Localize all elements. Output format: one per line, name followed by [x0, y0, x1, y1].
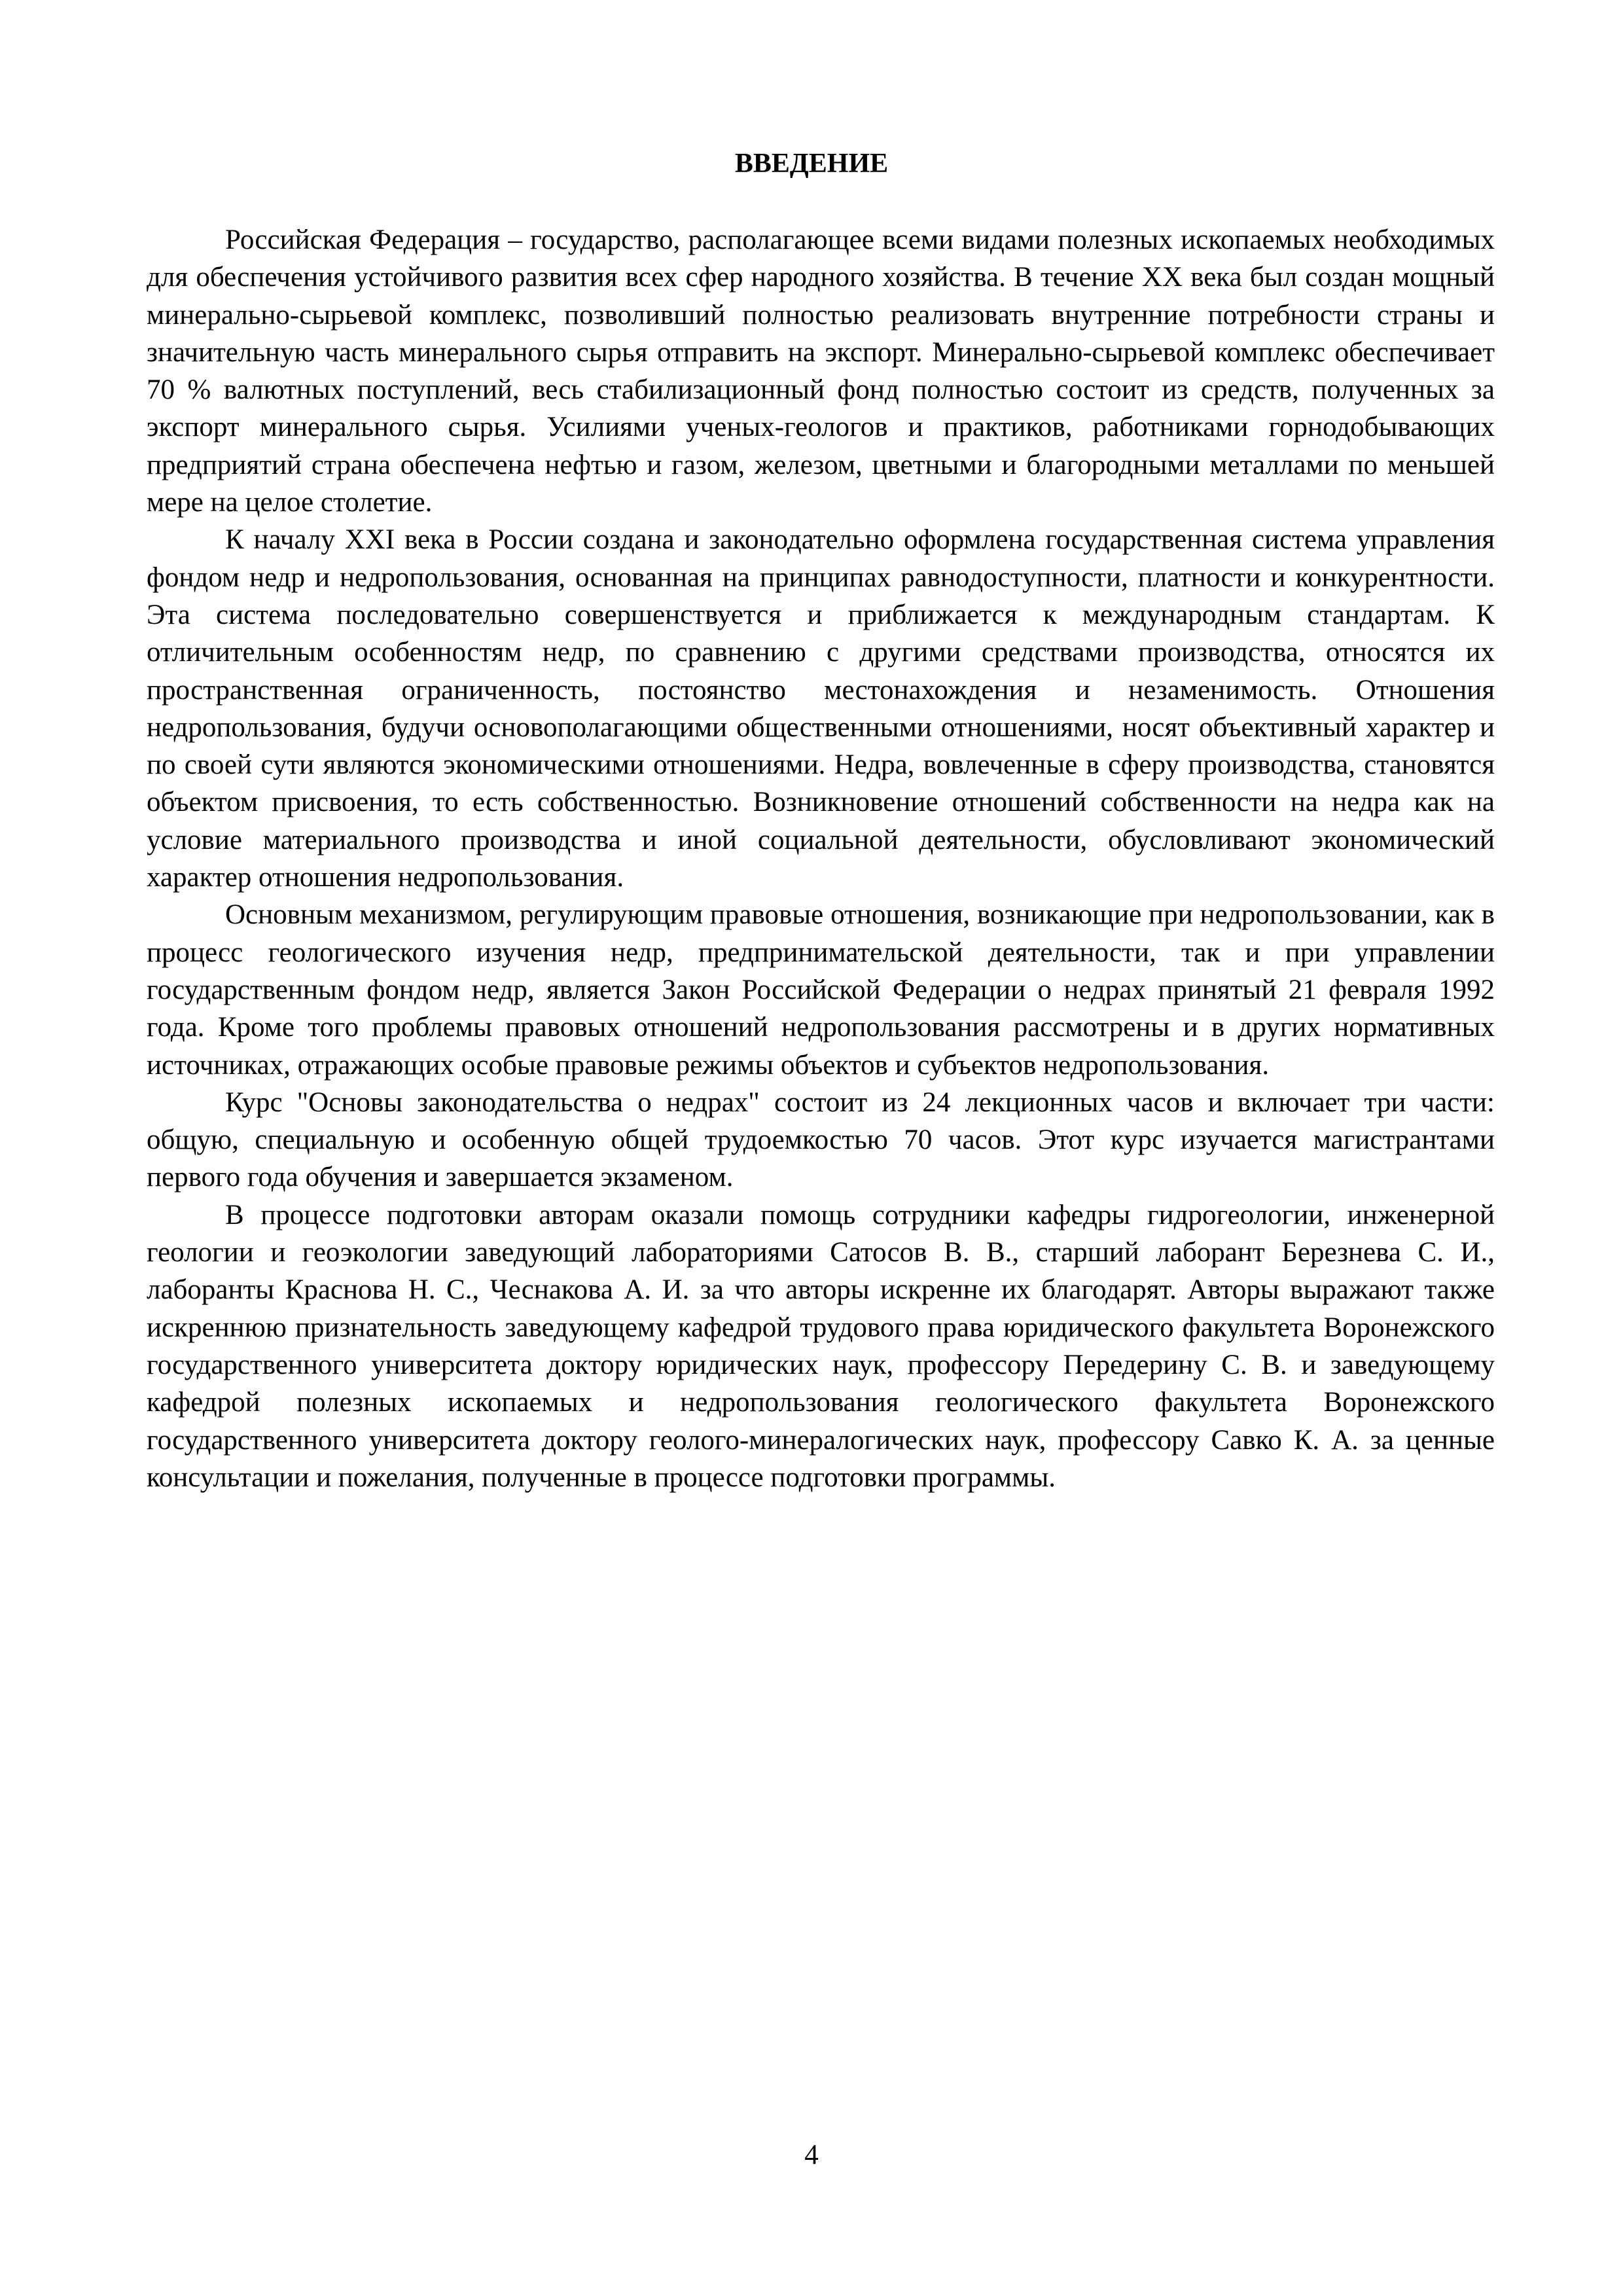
paragraph-2: К началу XXI века в России создана и законодательно оформлена государственная система управления фондом недр и недропользования, основанная на принципах равнодоступности, платности и конкурентности. Эта система последовательно совершенствуется и приближается к международным стандартам. К отличительным особенностям недр, по сравнению с другими средствами производства, относятся их пространственная ограниченность, постоянство местонахождения и незаменимость. Отношения недропользования, будучи основополагающими общественными отношениями, носят объективный характер и по своей сути являются экономическими отношениями. Недра, вовлеченные в сферу производства, становятся объектом присвоения, то есть собственностью. Возникновение отношений собственности на недра как на условие материального производства и иной социальной деятельности, обусловливают экономический характер отношения недропользования. — [147, 524, 1495, 893]
paragraph-3: Основным механизмом, регулирующим правовые отношения, возникающие при недропользовании, как в процесс геологического изучения недр, предпринимательской деятельности, так и при управлении государственным фондом недр, является Закон Российской Федерации о недрах принятый 21 февраля 1992 года. Кроме того проблемы правовых отношений недропользования рассмотрены и в других нормативных источниках, отражающих особые правовые режимы объектов и субъектов недропользования. — [147, 899, 1495, 1081]
page-number: 4 — [804, 2140, 819, 2170]
paragraph-1: Российская Федерация – государство, располагающее всеми видами полезных ископаемых необходимых для обеспечения устойчивого развития всех сфер народного хозяйства. В течение XX века был создан мощный минерально-сырьевой комплекс, позволивший полностью реализовать внутренние потребности страны и значительную часть минерального сырья отправить на экспорт. Минерально-сырьевой комплекс обеспечивает 70 % валютных поступлений, весь стабилизационный фонд полностью состоит из средств, полученных за экспорт минерального сырья. Усилиями ученых-геологов и практиков, работниками горнодобывающих предприятий страна обеспечена нефтью и газом, железом, цветными и благородными металлами по меньшей мере на целое столетие. — [147, 224, 1495, 518]
body-text — [147, 221, 1495, 1496]
paragraph-4: Курс "Основы законодательства о недрах" состоит из 24 лекционных часов и включает три части: общую, специальную и особенную общей трудоемкостью 70 часов. Этот курс изучается магистрантами первого года обучения и завершается экзаменом. — [147, 1086, 1495, 1193]
paragraph-5: В процессе подготовки авторам оказали помощь сотрудники кафедры гидрогеологии, инженерной геологии и геоэкологии заведующий лабораториями Сатосов В. В., старший лаборант Березнева С. И., лаборанты Краснова Н. С., Чеснакова А. И. за что авторы искренне их благодарят. Авторы выражают также искреннюю признательность заведующему кафедрой трудового права юридического факультета Воронежского государственного университета доктору юридических наук, профессору Передерину С. В. и заведующему кафедрой полезных ископаемых и недропользования геологического факультета Воронежского государственного университета доктору геолого-минералогических наук, профессору Савко К. А. за ценные консультации и пожелания, полученные в процессе подготовки программы. — [147, 1199, 1495, 1493]
page-title: ВВЕДЕНИЕ — [734, 149, 889, 179]
